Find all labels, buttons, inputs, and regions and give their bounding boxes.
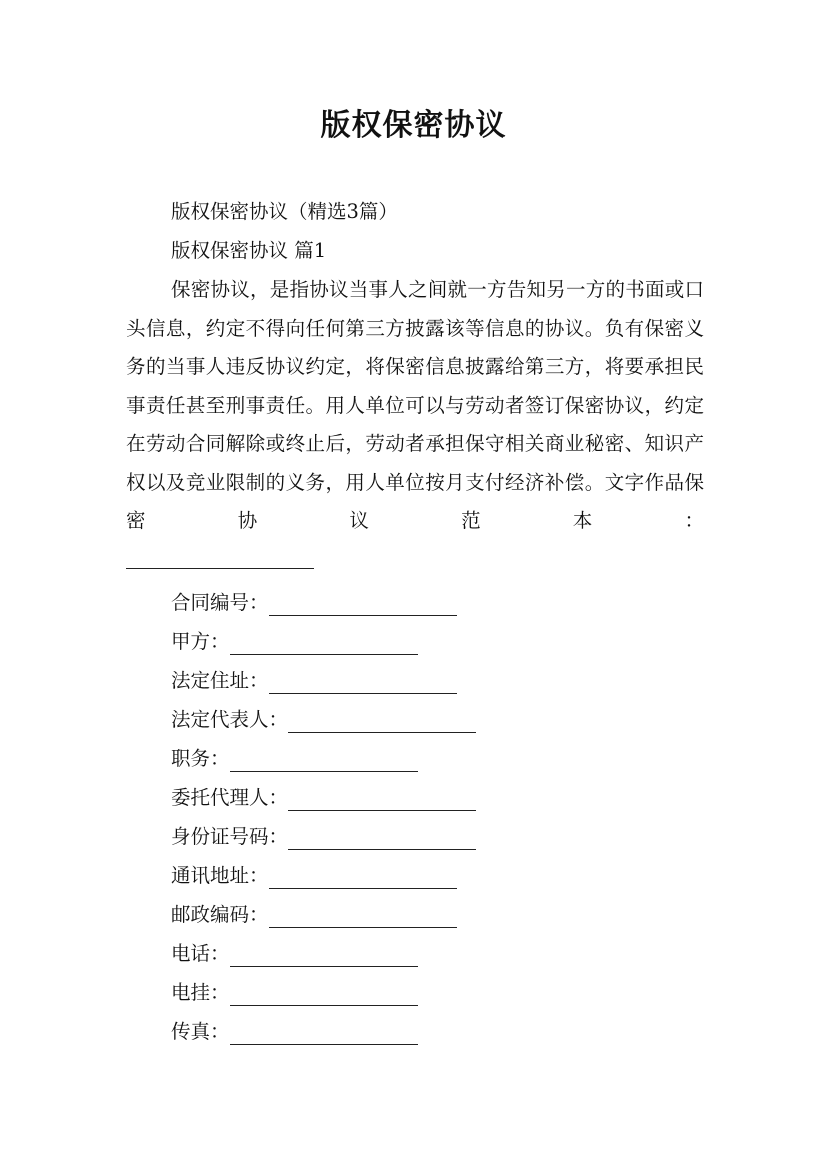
form-field-blank: [269, 673, 457, 694]
form-field-blank: [288, 712, 476, 733]
form-field-label: 合同编号：: [171, 591, 269, 614]
form-field-row: [171, 783, 476, 811]
form-field-label: 电话：: [171, 942, 230, 965]
form-field-blank: [288, 829, 476, 850]
form-field-label: 法定住址：: [171, 669, 269, 692]
form-field-row: [171, 978, 418, 1006]
form-field-row: [171, 666, 457, 694]
form-field-row: [171, 1017, 418, 1045]
form-field-label: 电挂：: [171, 981, 230, 1004]
form-field-row: [171, 822, 476, 850]
form-field-label: 委托代理人：: [171, 786, 289, 809]
document-title: 版权保密协议: [320, 108, 507, 143]
form-field-row: [171, 861, 457, 889]
form-field-label: 邮政编码：: [171, 903, 269, 926]
form-field-blank: [230, 946, 418, 967]
form-field-label: 法定代表人：: [171, 708, 289, 731]
section-heading: 版权保密协议 篇1: [171, 239, 327, 262]
form-field-blank: [230, 1024, 418, 1045]
form-field-label: 通讯地址：: [171, 864, 269, 887]
form-field-blank: [230, 751, 418, 772]
form-field-label: 身份证号码：: [171, 825, 289, 848]
form-field-row: [171, 900, 457, 928]
form-field-blank: [269, 868, 457, 889]
form-field-blank: [288, 790, 476, 811]
form-field-row: [171, 705, 476, 733]
form-field-label: 职务：: [171, 747, 230, 770]
form-field-row: [171, 627, 418, 655]
form-field-blank: [230, 985, 418, 1006]
form-field-row: [171, 744, 418, 772]
form-field-label: 甲方：: [171, 630, 230, 653]
form-field-row: [171, 939, 418, 967]
document-subtitle: 版权保密协议（精选3篇）: [171, 200, 398, 223]
form-field-label: 传真：: [171, 1020, 230, 1043]
form-field-row: [171, 588, 457, 616]
paragraph-end-blank-line: [126, 568, 314, 569]
form-field-blank: [269, 595, 457, 616]
intro-paragraph: 保密协议，是指协议当事人之间就一方告知另一方的书面或口头信息，约定不得向任何第三方披露该等信息的协议。负有保密义务的当事人违反协议约定，将保密信息披露给第三方，将要承担民事责任甚至刑事责任。用人单位可以与劳动者签订保密协议，约定在劳动合同解除或终止后，劳动者承担保守相关商业秘密、知识产权以及竞业限制的义务，用人单位按月支付经济补偿。文字作品保密协议范本：: [126, 278, 704, 532]
form-field-blank: [269, 907, 457, 928]
form-field-blank: [230, 634, 418, 655]
